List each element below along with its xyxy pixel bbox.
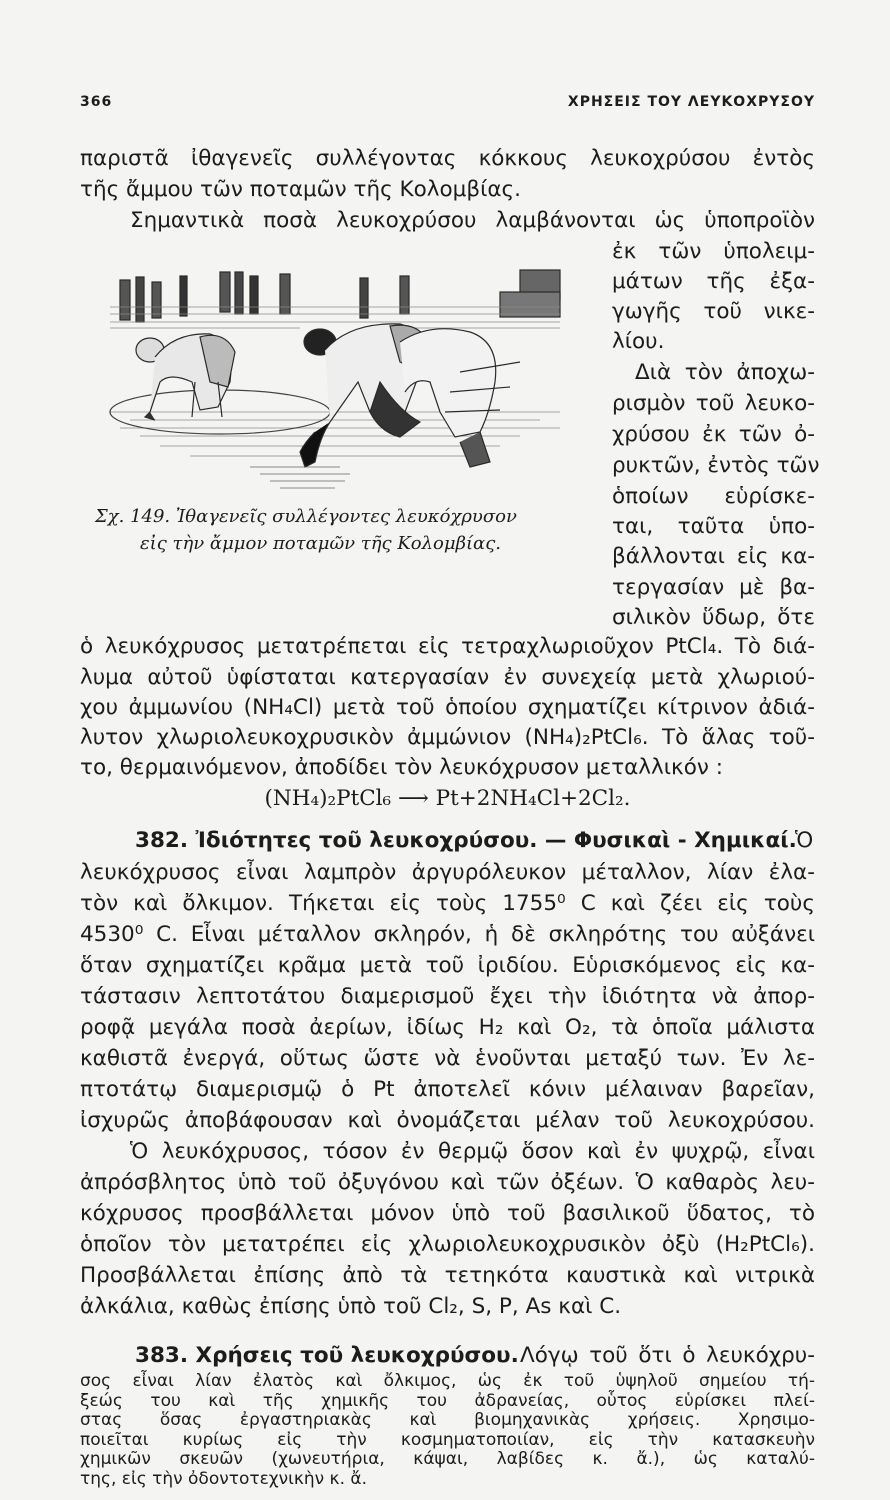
text-line: τεργασίαν μὲ βα- (612, 575, 815, 600)
text-line: παριστᾶ ἰθαγενεῖς συλλέγοντας κόκκους λευκοχρύσου ἐντὸς (80, 146, 815, 171)
text-line: ὁποίων εὑρίσκε- (612, 484, 815, 509)
text-line: ἐκ τῶν ὑπολειμ- (612, 239, 815, 264)
text-line: ξεώς του καὶ τῆς χημικῆς του ἀδρανείας, οὗτος εὑρίσκει πλεί- (80, 1390, 815, 1411)
text-line: λευκόχρυσος εἶναι λαμπρὸν ἀργυρόλευκον μέταλλον, λίαν ἐλα- (80, 860, 815, 885)
foreground-hatching (250, 467, 350, 488)
figure-caption-line2: εἰς τὴν ἄμμον ποταμῶν τῆς Κολομβίας. (140, 533, 501, 554)
text-line: ρυκτῶν, ἐντὸς τῶν (612, 453, 820, 478)
text-line: καθιστᾶ ἐνεργά, οὕτως ὥστε νὰ ἑνοῦνται μεταξύ των. Ἐν λε- (80, 1046, 815, 1071)
text-line: ποιεῖται κυρίως εἰς τὴν κοσμηματοποιίαν, εἰς τὴν κατασκευὴν (80, 1429, 815, 1450)
page-number: 366 (80, 94, 113, 110)
text-line: ται, ταῦτα ὑπο- (612, 514, 815, 539)
figure-caption-line1: Σχ. 149. Ἰθαγενεῖς συλλέγοντες λευκόχρυσον (95, 506, 517, 527)
text-line: σος εἶναι λίαν ἐλατὸς καὶ ὄλκιμος, ὡς ἐκ τοῦ ὑψηλοῦ σημείου τή- (80, 1371, 815, 1391)
section-382-heading: 382. Ἰδιότητες τοῦ λευκοχρύσου. — Φυσικαὶ - Χημικαί. (135, 828, 797, 853)
riverbank-illustration (110, 270, 560, 488)
text-line: ὅταν σχηματίζει κρᾶμα μετὰ τοῦ ἰριδίου. Εὑρισκόμενος εἰς κα- (80, 953, 815, 978)
text-line: Ὁ λευκόχρυσος, τόσον ἐν θερμῷ ὅσον καὶ ἐν ψυχρῷ, εἶναι (130, 1139, 815, 1164)
text-line: Ὁ (795, 828, 814, 853)
text-line: ἰσχυρῶς ἀποβάφουσαν καὶ ὀνομάζεται μέλαν τοῦ λευκοχρύσου. (80, 1108, 815, 1133)
figure-illustration (100, 262, 570, 507)
text-line: Διὰ τὸν ἀποχω- (635, 360, 815, 385)
text-line: σιλικὸν ὕδωρ, ὅτε (612, 605, 815, 630)
text-line: στας ὅσας ἐργαστηριακὰς καὶ βιομηχανικὰς χρήσεις. Χρησιμο- (80, 1410, 815, 1430)
text-line: τῆς ἄμμου τῶν ποταμῶν τῆς Κολομβίας. (80, 177, 521, 202)
text-line: βάλλονται εἰς κα- (612, 544, 815, 569)
text-line: Λόγῳ τοῦ ὅτι ὁ λευκόχρυ- (520, 1343, 815, 1368)
text-line: λυμα αὐτοῦ ὑφίσταται κατεργασίαν ἐν συνεχείᾳ μετὰ χλωριού- (80, 665, 815, 690)
text-line: Προσβάλλεται ἐπίσης ἀπὸ τὰ τετηκότα καυστικὰ καὶ νιτρικὰ (80, 1263, 815, 1288)
text-line: 4530⁰ C. Εἶναι μέταλλον σκληρόν, ἡ δὲ σκληρότης του αὐξάνει (80, 922, 815, 947)
text-line: μάτων τῆς ἐξα- (612, 269, 815, 294)
text-line: ὁ λευκόχρυσος μετατρέπεται εἰς τετραχλωριοῦχον PtCl₄. Τὸ διά- (80, 634, 815, 659)
text-line: τάστασιν λεπτοτάτου διαμερισμοῦ ἔχει τὴν ἰδιότητα νὰ ἀπορ- (80, 984, 815, 1009)
text-line: το, θερμαινόμενον, ἀποδίδει τὸν λευκόχρυσον μεταλλικόν : (80, 755, 723, 780)
text-line: ἀπρόσβλητος ὑπὸ τοῦ ὀξυγόνου καὶ τῶν ὀξέων. Ὁ καθαρὸς λευ- (80, 1170, 815, 1195)
text-line: κόχρυσος προσβάλλεται μόνον ὑπὸ τοῦ βασιλικοῦ ὕδατος, τὸ (80, 1201, 815, 1226)
running-title: ΧΡΗΣΕΙΣ ΤΟΥ ΛΕΥΚΟΧΡΥΣΟΥ (567, 94, 815, 110)
text-line: λυτον χλωριολευκοχρυσικὸν ἀμμώνιον (NH₄)₂PtCl₆. Τὸ ἅλας τοῦ- (80, 725, 815, 750)
text-line: ροφᾷ μεγάλα ποσὰ ἀερίων, ἰδίως H₂ καὶ O₂, τὰ ὁποῖα μάλιστα (80, 1015, 815, 1040)
text-line: ἀλκάλια, καθὼς ἐπίσης ὑπὸ τοῦ Cl₂, S, P, As καὶ C. (80, 1294, 622, 1319)
figure-left-worker (136, 334, 235, 420)
text-line: γωγῆς τοῦ νικε- (612, 299, 815, 324)
text-line: Σημαντικὰ ποσὰ λευκοχρύσου λαμβάνονται ὡς ὑποπροϊὸν (130, 208, 815, 233)
section-383-heading: 383. Χρήσεις τοῦ λευκοχρύσου. (135, 1343, 519, 1368)
chemical-equation: (NH₄)₂PtCl₆ ⟶ Pt+2NH₄Cl+2Cl₂. (264, 786, 631, 811)
text-line: χου ἀμμωνίου (NH₄Cl) μετὰ τοῦ ὁποίου σχηματίζει κίτρινον ἀδιά- (80, 695, 815, 720)
text-line: χημικῶν σκευῶν (χωνευτήρια, κάψαι, λαβίδες κ. ἄ.), ὡς καταλύ- (80, 1449, 815, 1469)
text-line: λίου. (612, 329, 665, 354)
text-line: τὸν καὶ ὄλκιμον. Τήκεται εἰς τοὺς 1755⁰ C καὶ ζέει εἰς τοὺς (80, 891, 815, 916)
text-line: ρισμὸν τοῦ λευκο- (612, 391, 815, 416)
text-line: της, εἰς τὴν ὀδοντοτεχνικὴν κ. ἄ. (80, 1468, 367, 1489)
page-header (80, 94, 815, 118)
text-line: πτοτάτῳ διαμερισμῷ ὁ Pt ἀποτελεῖ κόνιν μέλαιναν βαρεῖαν, (80, 1077, 815, 1102)
text-line: χρύσου ἐκ τῶν ὀ- (612, 422, 815, 447)
text-line: ὁποῖον τὸν μετατρέπει εἰς χλωριολευκοχρυσικὸν ὀξὺ (H₂PtCl₆). (80, 1232, 815, 1257)
